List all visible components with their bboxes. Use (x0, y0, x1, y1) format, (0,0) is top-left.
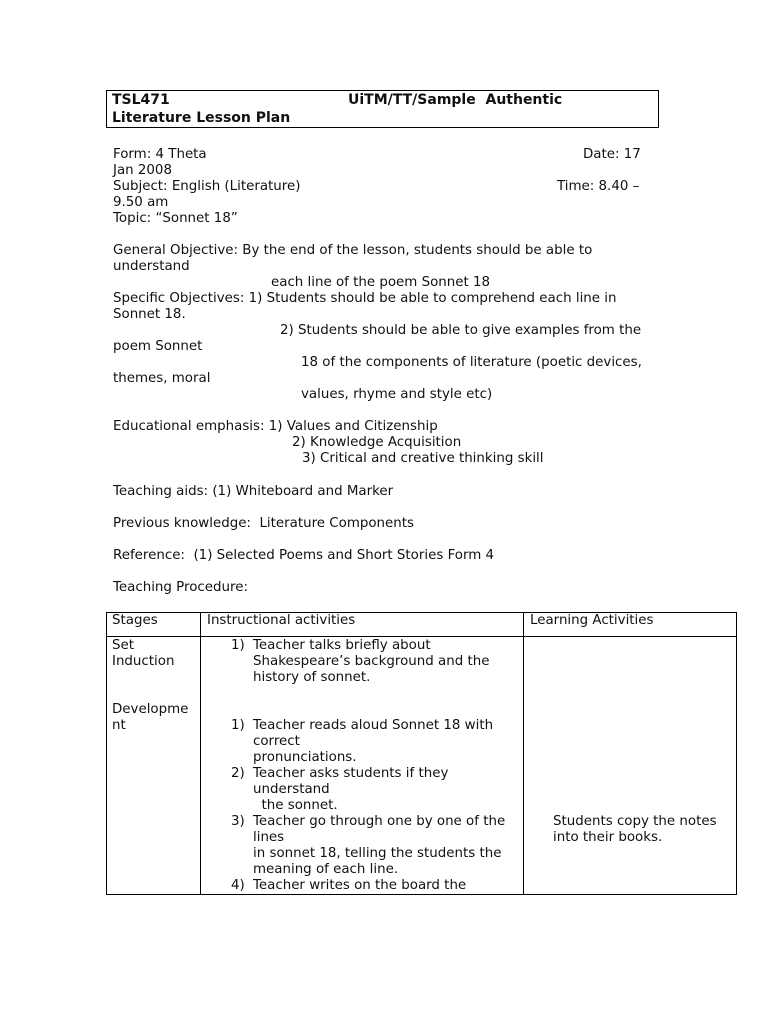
activity-number: 1) (231, 718, 245, 733)
general-objective-line: General Objective: By the end of the lesson, students should be able to (113, 243, 593, 258)
table-border-left (106, 612, 107, 895)
form-label: Form: 4 Theta (113, 147, 207, 162)
stage-label: nt (112, 718, 126, 733)
activity-line: Teacher reads aloud Sonnet 18 with (253, 718, 494, 733)
specific-objective-line: poem Sonnet (113, 339, 203, 354)
table-header-learning: Learning Activities (530, 613, 654, 628)
activity-number: 1) (231, 638, 245, 653)
specific-objective-line: values, rhyme and style etc) (301, 387, 493, 402)
learning-activity-line: Students copy the notes (553, 814, 717, 829)
table-header-stages: Stages (112, 613, 158, 628)
activity-number: 4) (231, 878, 245, 893)
activity-number: 3) (231, 814, 245, 829)
general-objective-line: understand (113, 259, 190, 274)
table-border-right (736, 612, 737, 895)
table-column-divider (523, 612, 524, 895)
course-code: TSL471 (112, 92, 170, 108)
specific-objective-line: Sonnet 18. (113, 307, 186, 322)
table-column-divider (200, 612, 201, 895)
activity-number: 2) (231, 766, 245, 781)
activity-line: lines (253, 830, 285, 845)
subject-label: Subject: English (Literature) (113, 179, 301, 194)
activity-line: correct (253, 734, 300, 749)
specific-objective-line: themes, moral (113, 371, 211, 386)
document-title: Literature Lesson Plan (112, 110, 291, 126)
activity-line: Teacher talks briefly about (253, 638, 431, 653)
teaching-aids: Teaching aids: (1) Whiteboard and Marker (113, 484, 394, 499)
stage-label: Induction (112, 654, 175, 669)
activity-line: pronunciations. (253, 750, 357, 765)
activity-line: Teacher go through one by one of the (253, 814, 506, 829)
specific-objective-line: 2) Students should be able to give examples from the (280, 323, 642, 338)
stage-label: Developme (112, 702, 189, 717)
reference: Reference: (1) Selected Poems and Short Stories Form 4 (113, 548, 495, 563)
time-value: 9.50 am (113, 195, 169, 210)
emphasis-line: 2) Knowledge Acquisition (292, 435, 462, 450)
emphasis-line: 3) Critical and creative thinking skill (302, 451, 544, 466)
activity-line: Teacher asks students if they (253, 766, 449, 781)
topic-label: Topic: “Sonnet 18” (113, 211, 238, 226)
date-value: Jan 2008 (113, 163, 172, 178)
previous-knowledge: Previous knowledge: Literature Components (113, 516, 414, 531)
activity-line: history of sonnet. (253, 670, 371, 685)
document-source: UiTM/TT/Sample Authentic (348, 92, 563, 108)
activity-line: Shakespeare’s background and the (253, 654, 490, 669)
activity-line: the sonnet. (253, 798, 338, 813)
general-objective-line: each line of the poem Sonnet 18 (271, 275, 491, 290)
activity-line: meaning of each line. (253, 862, 399, 877)
time-label: Time: 8.40 – (557, 179, 640, 194)
date-label: Date: 17 (583, 147, 641, 162)
activity-line: Teacher writes on the board the (253, 878, 467, 893)
specific-objective-line: 18 of the components of literature (poetic devices, (301, 355, 642, 370)
specific-objective-line: Specific Objectives: 1) Students should be able to comprehend each line in (113, 291, 617, 306)
table-header-instructional: Instructional activities (207, 613, 356, 628)
learning-activity-line: into their books. (553, 830, 663, 845)
activity-line: understand (253, 782, 330, 797)
emphasis-line: Educational emphasis: 1) Values and Citizenship (113, 419, 438, 434)
teaching-procedure-heading: Teaching Procedure: (113, 580, 248, 595)
activity-line: in sonnet 18, telling the students the (253, 846, 502, 861)
stage-label: Set (112, 638, 134, 653)
